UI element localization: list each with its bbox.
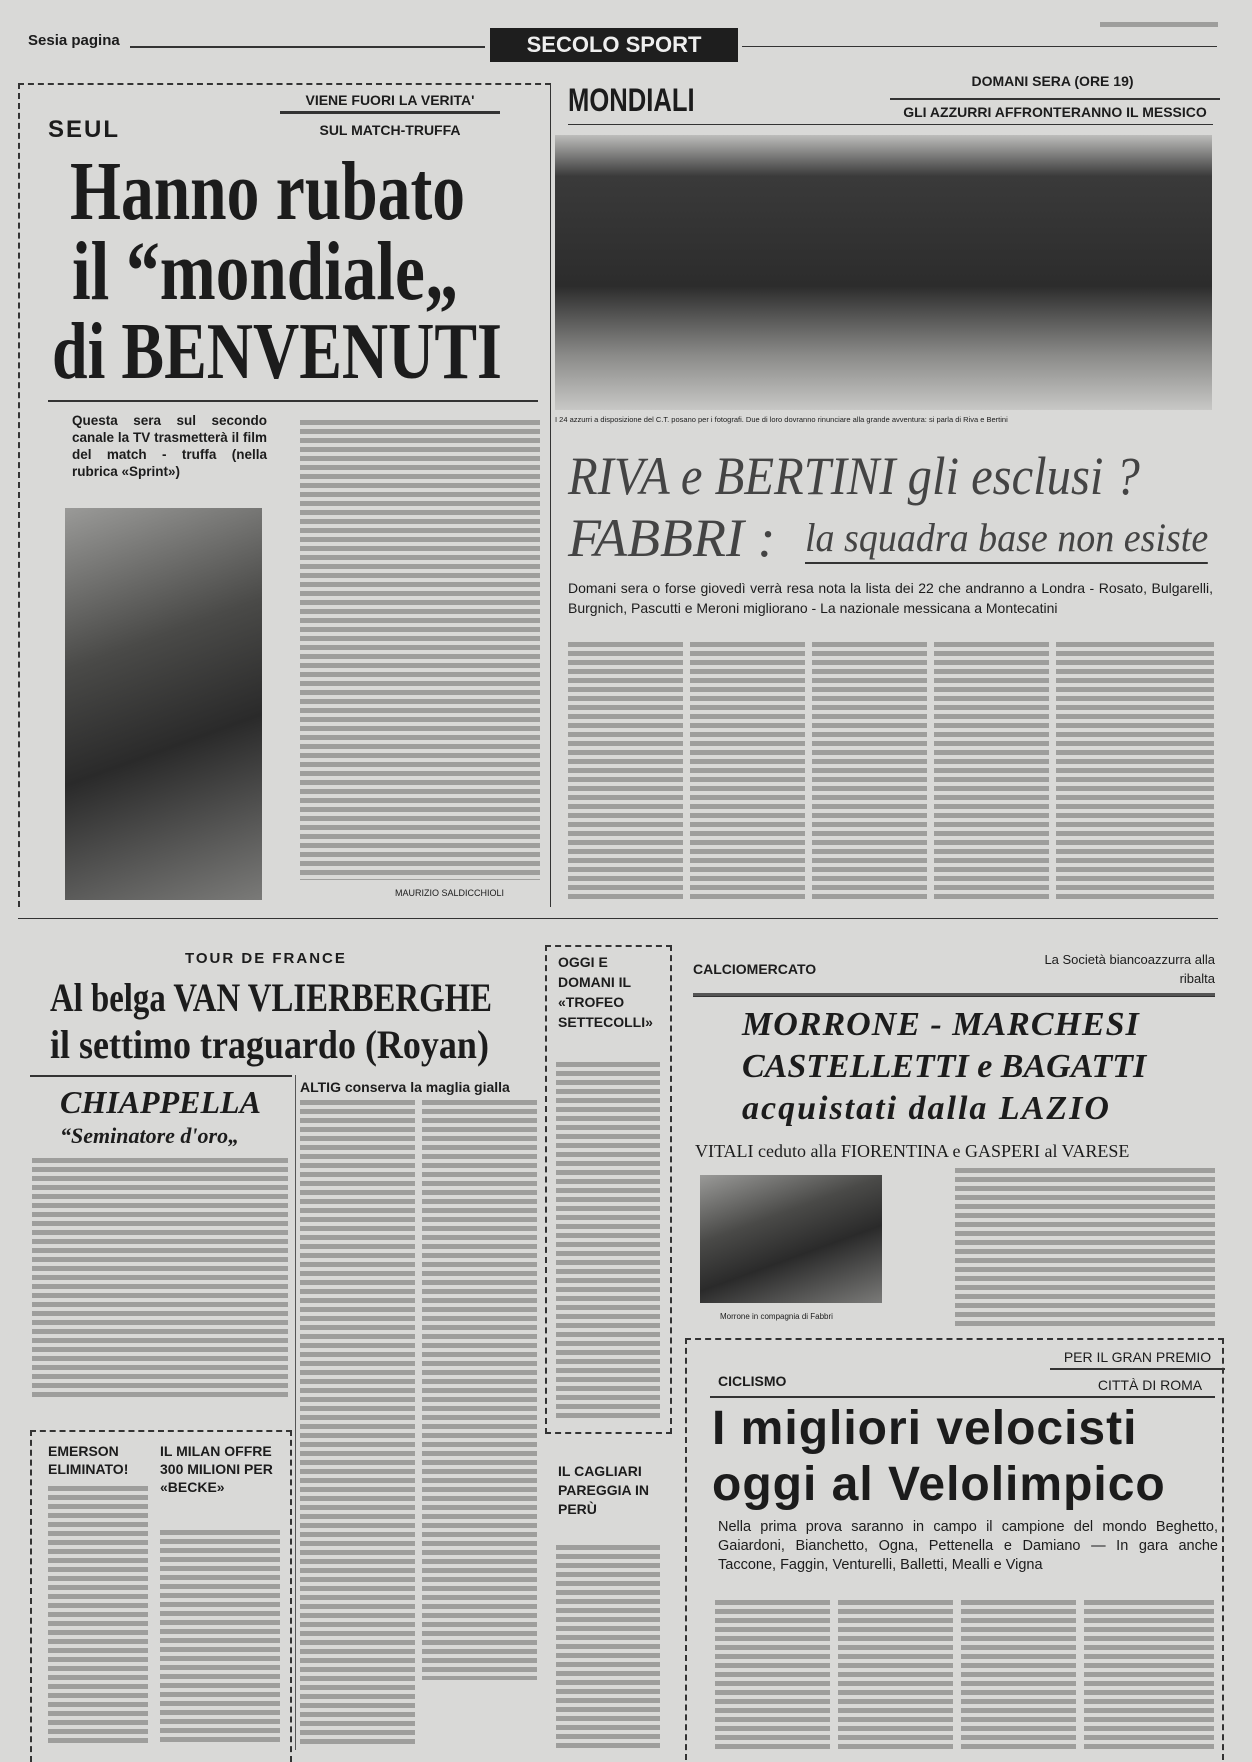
photo-caption: Morrone in compagnia di Fabbri xyxy=(720,1312,833,1321)
overline: CITTÀ DI ROMA xyxy=(1097,1377,1203,1393)
headline: acquistati dalla LAZIO xyxy=(742,1090,1111,1127)
intro-text: Questa sera sul secondo canale la TV trasmetterà il film del match - truffa (nella rubrica «Sprint») xyxy=(72,413,267,479)
page-label: Sesia pagina xyxy=(28,32,120,49)
article-body xyxy=(556,1062,660,1422)
morrone-photo xyxy=(700,1175,882,1303)
photo-caption: I 24 azzurri a disposizione del C.T. posano per i fotografi. Due di loro dovranno rinunciare alla grande avventura: si parla di Riva e Bertini xyxy=(555,415,1008,424)
headline: RIVA e BERTINI gli esclusi ? xyxy=(568,446,1140,506)
subhead: Domani sera o forse giovedì verrà resa nota la lista dei 22 che andranno a Londra - Rosato, Bulgarelli, Burgnich, Pascutti e Meroni migliorano - La nazionale messicana a Montecatini xyxy=(568,580,1213,616)
kicker: CALCIOMERCATO xyxy=(693,961,817,977)
subhead: “Seminatore d'oro„ xyxy=(60,1123,240,1148)
article-body xyxy=(1084,1600,1214,1750)
divider xyxy=(710,1396,1215,1398)
headline: FABBRI : xyxy=(568,508,776,568)
headline: Al belga VAN VLIERBERGHE xyxy=(50,975,493,1020)
article-body xyxy=(838,1600,953,1750)
subhead: ALTIG conserva la maglia gialla xyxy=(300,1079,510,1095)
article-body xyxy=(48,1486,148,1746)
divider xyxy=(30,1075,292,1077)
headline: MORRONE - MARCHESI xyxy=(742,1006,1140,1043)
section-title: SECOLO SPORT xyxy=(490,28,738,62)
column-rule xyxy=(295,1075,296,1750)
overline: La Società biancoazzurra alla ribalta xyxy=(1044,952,1215,986)
overline: VIENE FUORI LA VERITA' xyxy=(280,92,500,114)
kicker: TOUR DE FRANCE xyxy=(185,950,347,967)
headline: IL MILAN OFFRE 300 MILIONI PER «BECKE» xyxy=(160,1443,273,1495)
article-body xyxy=(690,642,805,902)
headline: la squadra base non esiste xyxy=(805,514,1208,564)
article-body xyxy=(32,1158,288,1398)
headline: il settimo traguardo (Royan) xyxy=(50,1022,489,1067)
team-photo xyxy=(555,135,1212,410)
article-body xyxy=(934,642,1049,902)
article-body xyxy=(160,1530,280,1746)
overline: PER IL GRAN PREMIO xyxy=(1050,1348,1225,1370)
headline: OGGI E DOMANI IL «TROFEO SETTECOLLI» xyxy=(558,954,653,1030)
article-body xyxy=(556,1545,660,1748)
divider xyxy=(742,46,1217,47)
benvenuti-photo xyxy=(65,508,262,900)
article-body xyxy=(300,1100,415,1745)
headline: il “mondiale„ xyxy=(72,225,459,318)
article-body xyxy=(715,1600,830,1750)
byline: MAURIZIO SALDICCHIOLI xyxy=(395,888,505,898)
subhead: VITALI ceduto alla FIORENTINA e GASPERI al VARESE xyxy=(695,1141,1130,1161)
article-body xyxy=(1056,642,1214,902)
headline: IL CAGLIARI PAREGGIA IN PERÙ xyxy=(558,1463,650,1517)
divider xyxy=(130,46,485,48)
dateline xyxy=(1100,22,1218,28)
article-body xyxy=(300,420,540,880)
headline: I migliori velocisti xyxy=(712,1402,1138,1455)
article-body xyxy=(568,642,683,902)
divider xyxy=(693,993,1215,997)
headline: EMERSON ELIMINATO! xyxy=(48,1443,129,1477)
headline: CASTELLETTI e BAGATTI xyxy=(742,1048,1147,1085)
kicker: MONDIALI xyxy=(568,82,695,118)
article-body xyxy=(422,1100,537,1680)
headline: CHIAPPELLA xyxy=(60,1084,261,1120)
divider xyxy=(568,124,1213,125)
article-body xyxy=(961,1600,1076,1750)
headline: di BENVENUTI xyxy=(52,308,502,396)
kicker: SEUL xyxy=(48,116,121,143)
overline: SUL MATCH-TRUFFA xyxy=(319,122,461,138)
kicker: CICLISMO xyxy=(718,1373,787,1389)
page-divider xyxy=(18,918,1218,919)
article-body xyxy=(812,642,927,902)
article-body xyxy=(955,1168,1215,1326)
overline: GLI AZZURRI AFFRONTERANNO IL MESSICO xyxy=(890,98,1220,121)
divider xyxy=(48,400,538,402)
overline: DOMANI SERA (ORE 19) xyxy=(971,73,1134,89)
headline: oggi al Velolimpico xyxy=(712,1458,1166,1511)
headline: Hanno rubato xyxy=(70,145,466,238)
subhead: Nella prima prova saranno in campo il campione del mondo Beghetto, Gaiardoni, Bianchetto, Ogna, Pettenella e Damiano — In gara anche Taccone, Faggin, Venturelli, Balletti, Mealli e Vigna xyxy=(718,1519,1218,1573)
